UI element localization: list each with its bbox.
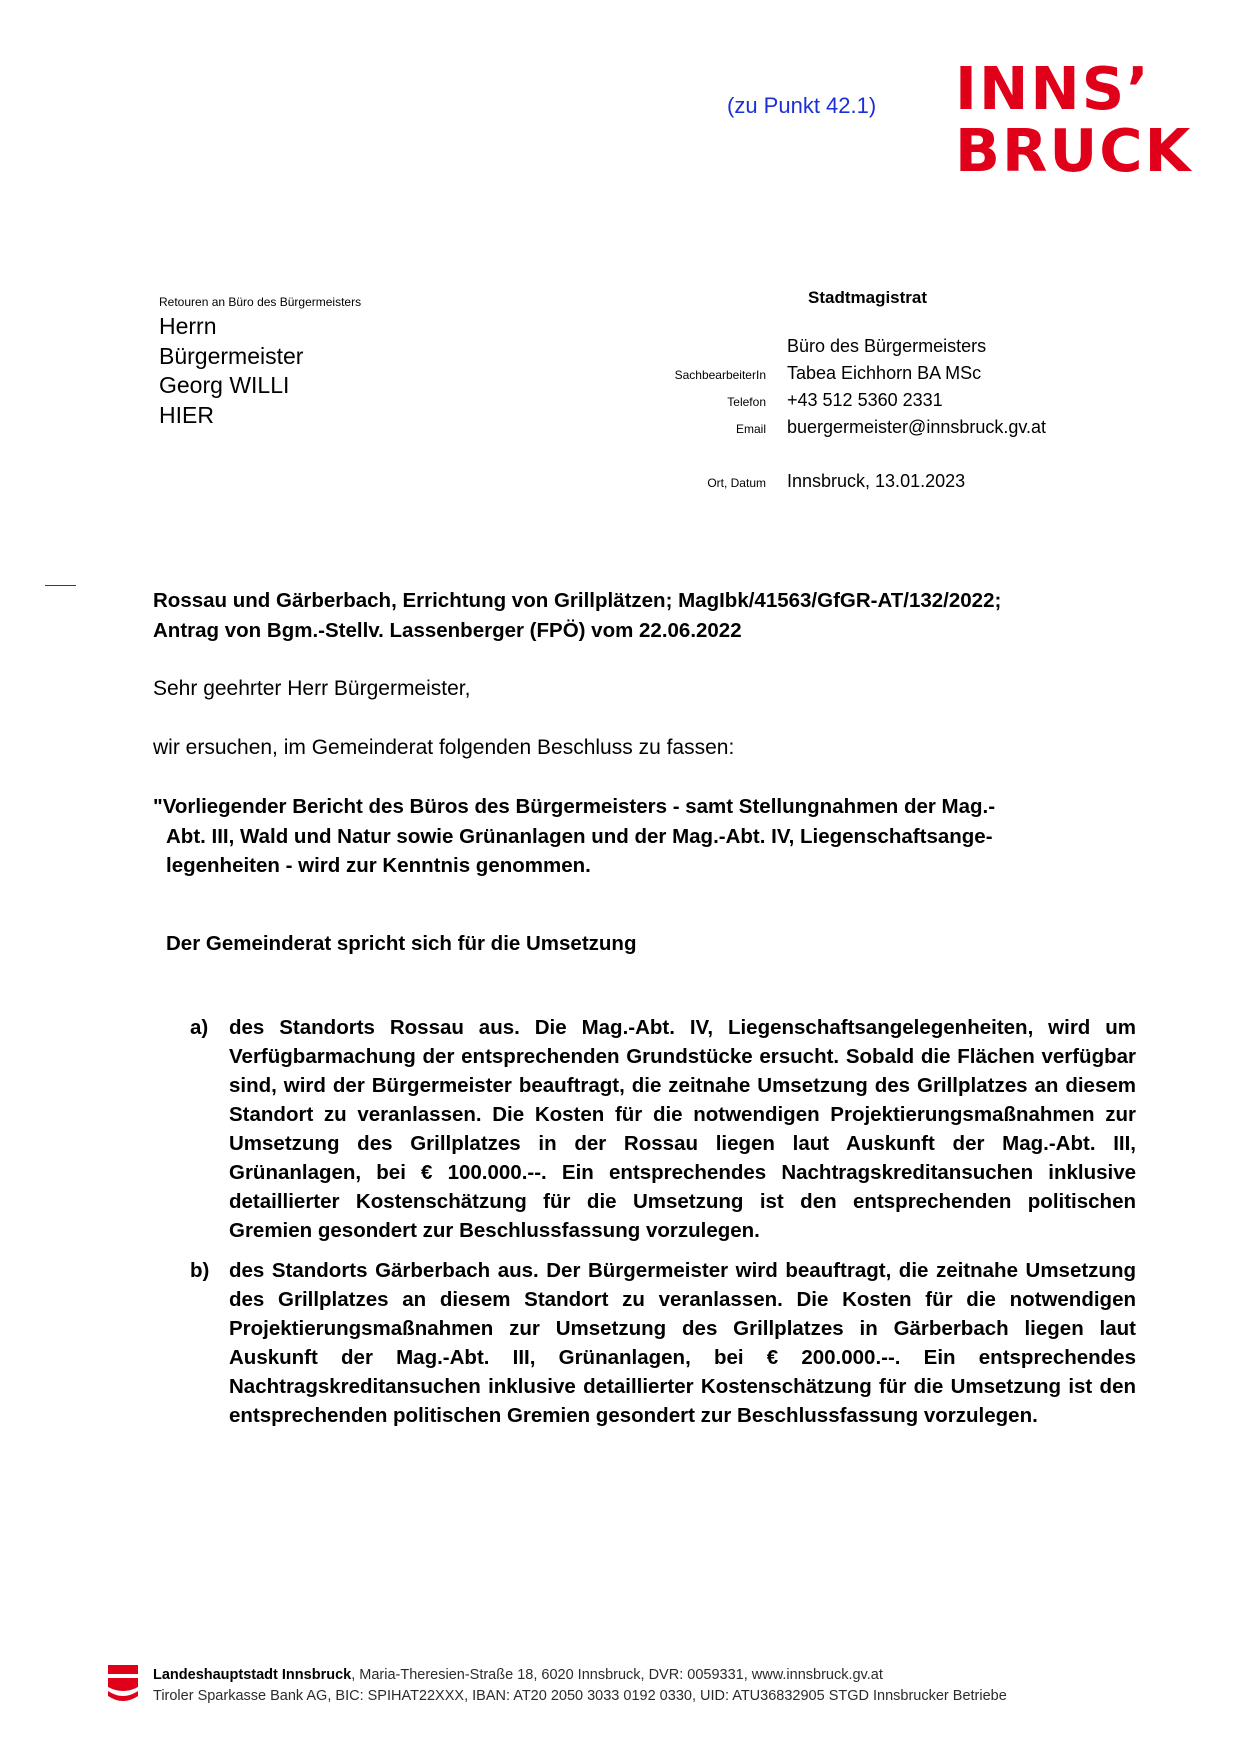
- clerk: Tabea Eichhorn BA MSc: [787, 363, 982, 383]
- phone: +43 512 5360 2331: [787, 390, 943, 410]
- recipient-line: Herrn: [159, 313, 217, 339]
- office: Büro des Bürgermeisters: [787, 336, 987, 356]
- date-row: [600, 471, 1160, 498]
- quote-line: Abt. III, Wald und Natur sowie Grünanlagen und der Mag.-Abt. IV, Liegenschaftsange-: [166, 824, 993, 848]
- innsbruck-logo: [955, 54, 1193, 185]
- clerk-row: [600, 363, 1160, 390]
- footer-org: Landeshauptstadt Innsbruck: [153, 1667, 352, 1683]
- council-statement: Der Gemeinderat spricht sich für die Umsetzung: [166, 932, 637, 955]
- sender-info: [600, 336, 1160, 498]
- phone-label: Telefon: [727, 395, 766, 409]
- logo-line-2: BRUCK: [955, 116, 1193, 185]
- date-label: Ort, Datum: [707, 476, 766, 490]
- list-text: des Standorts Gärberbach aus. Der Bürgermeister wird beauftragt, die zeitnahe Umsetzung des Grillplatzes an diesem Standort zu veranlassen. Die Kosten für die notwendigen Projektierungsmaßnahmen zur Umsetzung des Grillplatzes in Gärberbach liegen laut Auskunft der Mag.-Abt. III, Grünanlagen, bei € 200.000.--. Ein entsprechendes Nachtragskreditansuchen inklusive detaillierter Kostenschätzung für die Umsetzung ist den entsprechenden politischen Gremien gesondert zur Beschlussfassung vorzulegen.: [229, 1259, 1136, 1427]
- email: buergermeister@innsbruck.gv.at: [787, 417, 1047, 437]
- phone-row: [600, 390, 1160, 417]
- list-marker: b): [190, 1259, 210, 1282]
- list-marker: a): [190, 1016, 209, 1039]
- subject: [153, 586, 1133, 645]
- request-text: wir ersuchen, im Gemeinderat folgenden Beschluss zu fassen:: [153, 736, 735, 759]
- email-label: Email: [735, 422, 766, 436]
- salutation: Sehr geehrter Herr Bürgermeister,: [153, 677, 471, 700]
- resolution-list: [190, 1013, 1136, 1441]
- margin-mark: [45, 585, 76, 586]
- subject-line-2: Antrag von Bgm.-Stellv. Lassenberger (FPÖ) vom 22.06.2022: [153, 618, 742, 642]
- recipient-line: HIER: [159, 401, 214, 428]
- office-row: [600, 336, 1160, 363]
- recipient-address: [159, 312, 303, 430]
- sender-department: Stadtmagistrat: [808, 288, 928, 307]
- list-item: [190, 1013, 1136, 1245]
- return-note: Retouren an Büro des Bürgermeisters: [159, 295, 362, 309]
- footer-line-1: [153, 1665, 1007, 1686]
- logo-line-1: INNS’: [955, 54, 1151, 123]
- footer-line-2: Tiroler Sparkasse Bank AG, BIC: SPIHAT22XXX, IBAN: AT20 2050 3033 0192 0330, UID: ATU36832905 STGD Innsbrucker Betriebe: [153, 1688, 1007, 1704]
- city-emblem-icon: [108, 1665, 138, 1701]
- quote-line: legenheiten - wird zur Kenntnis genommen.: [166, 854, 591, 877]
- clerk-label: SachbearbeiterIn: [674, 368, 766, 382]
- recipient-line: Bürgermeister: [159, 342, 304, 369]
- date: Innsbruck, 13.01.2023: [787, 471, 966, 491]
- email-row: [600, 417, 1160, 444]
- recipient-line: Georg WILLI: [159, 372, 290, 398]
- reference-note: (zu Punkt 42.1): [727, 93, 877, 118]
- footer: [153, 1665, 1007, 1707]
- subject-line-1: Rossau und Gärberbach, Errichtung von Grillplätzen; MagIbk/41563/GfGR-AT/132/2022;: [153, 589, 1002, 612]
- footer-address: , Maria-Theresien-Straße 18, 6020 Innsbruck, DVR: 0059331, www.innsbruck.gv.at: [351, 1667, 883, 1683]
- quote-line: "Vorliegender Bericht des Büros des Bürgermeisters - samt Stellungnahmen der Mag.-: [153, 795, 996, 818]
- list-item: [190, 1256, 1136, 1430]
- resolution-quote: [153, 792, 1138, 881]
- list-text: des Standorts Rossau aus. Die Mag.-Abt. IV, Liegenschaftsangelegenheiten, wird um Verfügbarmachung der entsprechenden Grundstücke ersucht. Sobald die Flächen verfügbar sind, wird der Bürgermeister beauftragt, die zeitnahe Umsetzung des Grillplatzes an diesem Standort zu veranlassen. Die Kosten für die notwendigen Projektierungsmaßnahmen zur Umsetzung des Grillplatzes in der Rossau liegen laut Auskunft der Mag.-Abt. III, Grünanlagen, bei € 100.000.--. Ein entsprechendes Nachtragskreditansuchen inklusive detaillierter Kostenschätzung für die Umsetzung ist den entsprechenden politischen Gremien gesondert zur Beschlussfassung vorzulegen.: [229, 1016, 1136, 1242]
